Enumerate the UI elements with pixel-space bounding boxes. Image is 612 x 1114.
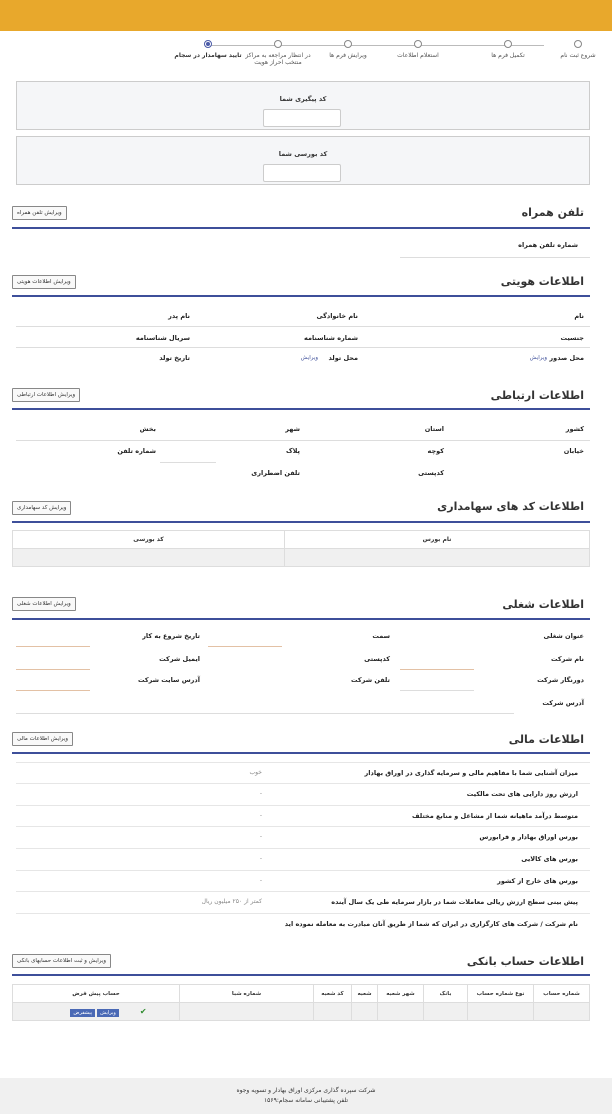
position-underline [208, 646, 282, 647]
email-underline [16, 669, 90, 670]
step-complete-forms [468, 40, 548, 59]
financial-section-divider [12, 752, 590, 754]
financial-row [16, 805, 590, 826]
step-dot-icon [504, 40, 512, 48]
bank-row-edit-button[interactable]: ویرایش [97, 1009, 119, 1017]
tracking-code-input[interactable] [263, 109, 341, 127]
step-label: شروع ثبت نام [560, 52, 596, 59]
row-divider [16, 440, 590, 441]
financial-row-label: پیش بینی سطح ارزش ریالی معاملات شما در بازار سرمایه طی یک سال آینده [331, 898, 578, 906]
last-name-label: نام خانوادگی [316, 312, 358, 320]
first-name-label: نام [574, 312, 584, 320]
identity-section-title: اطلاعات هویتی [500, 275, 584, 288]
birth-date-label: تاریخ تولد [159, 354, 190, 362]
position-label: سمت [372, 632, 390, 640]
bank-section-title: اطلاعات حساب بانکی [466, 955, 584, 968]
job-section-divider [12, 618, 590, 620]
table-cell [180, 1003, 314, 1021]
registration-steps [170, 40, 596, 80]
col-bank: بانک [424, 985, 468, 1003]
table-cell [13, 549, 285, 567]
contact-section-title: اطلاعات ارتباطی [490, 389, 584, 402]
step-dot-icon [414, 40, 422, 48]
city-label: شهر [285, 425, 300, 433]
mobile-label: شماره تلفن همراه [518, 241, 578, 249]
step-label: در انتظار مراجعه به مراکز منتخب احراز هویت [245, 52, 311, 66]
phone-section-title: تلفن همراه [521, 206, 584, 219]
table-cell [424, 1003, 468, 1021]
step-dot-active-icon [204, 40, 212, 48]
edit-financial-button[interactable]: ویرایش اطلاعات مالی [12, 732, 73, 746]
company-fax-label: دورنگار شرکت [537, 676, 584, 684]
col-sheba: شماره شبا [180, 985, 314, 1003]
step-approved [168, 40, 248, 59]
shareholder-table [12, 530, 590, 567]
gender-label: جنسیت [560, 334, 584, 342]
row-divider [16, 347, 590, 348]
step-edit-forms [308, 40, 388, 59]
financial-row-label: بورس های کالایی [521, 855, 578, 863]
bourse-code-box [16, 136, 590, 185]
financial-row-value: - [259, 855, 262, 862]
footer [0, 1078, 612, 1114]
financial-row-label: میزان آشنایی شما با مفاهیم مالی و سرمایه گذاری در اوراق بهادار [364, 769, 578, 777]
financial-row-label: بورس های خارج از کشور [497, 877, 578, 885]
company-name-underline [400, 669, 474, 670]
financial-row [16, 870, 590, 891]
bank-table [12, 984, 590, 1021]
plaque-label: پلاک [285, 447, 300, 455]
alley-label: کوچه [427, 447, 444, 455]
father-name-label: نام پدر [168, 312, 190, 320]
col-branch: شعبه [352, 985, 378, 1003]
step-waiting [238, 40, 318, 66]
financial-row [16, 848, 590, 869]
birth-place-edit-link[interactable]: ویرایش [300, 355, 318, 361]
mobile-underline [400, 257, 590, 258]
phone-section-divider [12, 227, 590, 229]
company-website-label: آدرس سایت شرکت [137, 676, 200, 684]
shareholder-section-title: اطلاعات کد های سهامداری [437, 500, 584, 513]
issue-place-label: محل صدور [549, 354, 584, 362]
footer-company-name: شرکت سپرده گذاری مرکزی اوراق بهادار و تسویه وجوه [236, 1087, 376, 1094]
table-cell [378, 1003, 424, 1021]
financial-row-value: - [259, 812, 262, 819]
col-account-number: شماره حساب [534, 985, 590, 1003]
bourse-code-header: کد بورسی [13, 531, 285, 549]
bourse-name-header: نام بورس [285, 531, 590, 549]
step-label: تایید سهامدار در سجام [174, 52, 242, 59]
step-label: ویرایش فرم ها [329, 52, 367, 59]
financial-row-value: - [259, 877, 262, 884]
district-label: بخش [139, 425, 156, 433]
company-name-label: نام شرکت [550, 655, 584, 663]
financial-row-value: - [259, 790, 262, 797]
company-postal-label: کدپستی [364, 655, 390, 663]
start-date-label: تاریخ شروع به کار [142, 632, 200, 640]
fax-underline [400, 690, 474, 691]
row-divider [16, 326, 590, 327]
bourse-code-input[interactable] [263, 164, 341, 182]
step-dot-icon [574, 40, 582, 48]
id-number-label: شماره شناسنامه [304, 334, 358, 342]
step-label: تکمیل فرم ها [491, 52, 525, 59]
financial-section-title: اطلاعات مالی [508, 733, 584, 746]
step-dot-icon [274, 40, 282, 48]
default-account-cell [13, 1003, 180, 1021]
company-address-label: آدرس شرکت [542, 699, 584, 707]
address-underline [16, 713, 514, 714]
emergency-phone-label: تلفن اضطراری [251, 469, 300, 477]
job-section-title: اطلاعات شغلی [502, 598, 584, 611]
financial-row [16, 913, 590, 934]
phone-underline [160, 462, 216, 463]
contact-section-divider [12, 408, 590, 410]
edit-contact-button[interactable]: ویرایش اطلاعات ارتباطی [12, 388, 80, 402]
col-default-account: حساب پیش فرض [13, 985, 180, 1003]
financial-row-label: متوسط درآمد ماهیانه شما از مشاغل و منابع مختلف [411, 812, 578, 820]
edit-job-button[interactable]: ویرایش اطلاعات شغلی [12, 597, 76, 611]
identity-section-divider [12, 295, 590, 297]
step-inquiry [378, 40, 458, 59]
default-badge: پیشفرض [70, 1009, 95, 1017]
id-serial-label: سریال شناسنامه [135, 334, 190, 342]
bourse-code-label: کد بورسی شما [278, 150, 328, 158]
edit-identity-button[interactable]: ویرایش اطلاعات هویتی [12, 275, 76, 289]
edit-shareholder-button[interactable]: ویرایش کد سهامداری [12, 501, 71, 515]
postal-code-label: کدپستی [418, 469, 444, 477]
financial-row [16, 783, 590, 804]
tracking-code-box [16, 81, 590, 130]
financial-row-value: - [259, 833, 262, 840]
start-date-underline [16, 646, 90, 647]
step-start [538, 40, 612, 59]
financial-row-label: بورس اوراق بهادار و فرابورس [479, 833, 578, 841]
issue-place-edit-link[interactable]: ویرایش [529, 355, 547, 361]
col-account-type: نوع شماره حساب [468, 985, 534, 1003]
footer-support-phone: تلفن پشتیبانی سامانه سجام:۱۵۶۹ [263, 1097, 349, 1104]
step-label: استعلام اطلاعات [397, 52, 439, 59]
financial-row [16, 891, 590, 912]
tracking-code-label: کد پیگیری شما [279, 95, 327, 103]
province-label: استان [424, 425, 444, 433]
website-underline [16, 690, 90, 691]
financial-row [16, 762, 590, 783]
country-label: کشور [565, 425, 584, 433]
col-branch-code: کد شعبه [314, 985, 352, 1003]
table-cell [352, 1003, 378, 1021]
birth-place-label: محل تولد [328, 354, 358, 362]
company-email-label: ایمیل شرکت [159, 655, 200, 663]
company-phone-label: تلفن شرکت [351, 676, 390, 684]
checkmark-icon: ✔ [139, 1006, 147, 1016]
financial-row-label: نام شرکت / شرکت های کارگزاری در ایران که شما از طریق آنان مبادرت به معامله نموده اید [284, 920, 578, 928]
phone-number-label: شماره تلفن [117, 447, 156, 455]
top-header-bar [0, 0, 612, 31]
financial-row [16, 826, 590, 847]
edit-phone-button[interactable]: ویرایش تلفن همراه [12, 206, 67, 220]
financial-row-label: ارزش روز دارایی های تحت مالکیت [466, 790, 578, 798]
financial-row-value: خوب [249, 769, 262, 776]
financial-row-value: کمتر از ۲۵۰ میلیون ریال [201, 898, 262, 905]
shareholder-section-divider [12, 521, 590, 523]
table-cell [314, 1003, 352, 1021]
street-label: خیابان [563, 447, 584, 455]
job-title-label: عنوان شغلی [543, 632, 584, 640]
table-cell [468, 1003, 534, 1021]
table-cell [285, 549, 590, 567]
edit-bank-button[interactable]: ویرایش و ثبت اطلاعات حسابهای بانکی [12, 954, 111, 968]
bank-section-divider [12, 974, 590, 976]
step-dot-icon [344, 40, 352, 48]
table-cell [534, 1003, 590, 1021]
col-branch-city: شهر شعبه [378, 985, 424, 1003]
